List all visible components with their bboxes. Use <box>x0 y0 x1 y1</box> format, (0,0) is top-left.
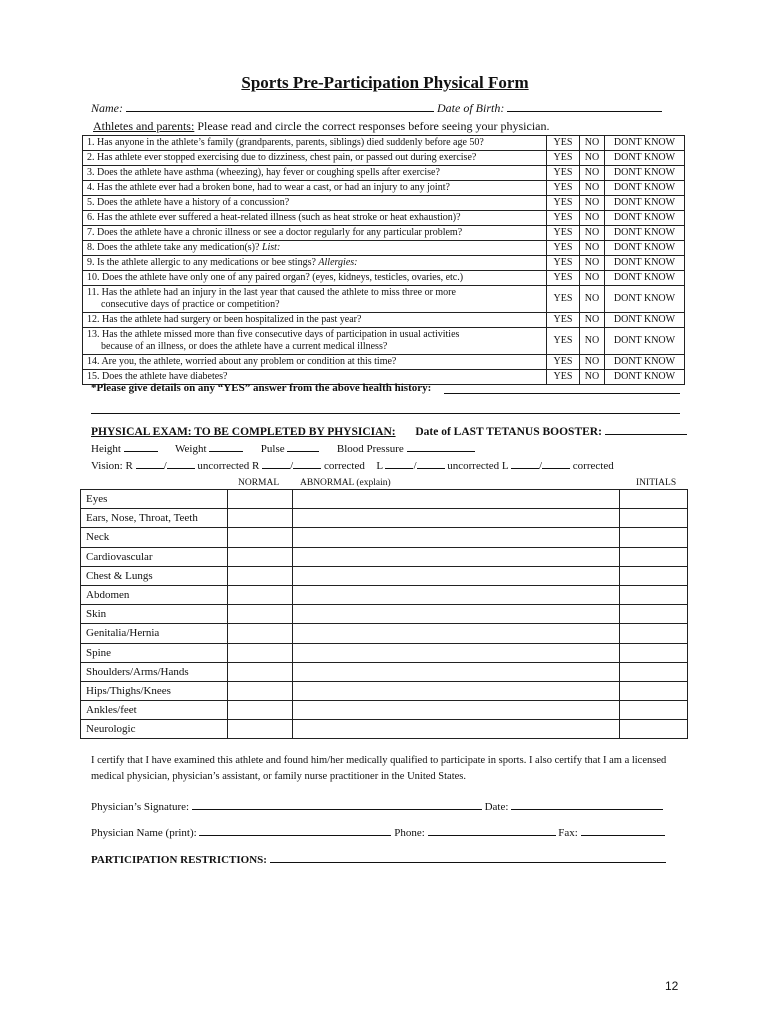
answer-dont-know[interactable]: DONT KNOW <box>605 226 685 241</box>
exam-initials-cell[interactable] <box>620 490 688 509</box>
exam-initials-cell[interactable] <box>620 624 688 643</box>
answer-yes[interactable]: YES <box>547 196 580 211</box>
physician-name-field[interactable] <box>199 825 391 836</box>
exam-abnormal-cell[interactable] <box>293 585 620 604</box>
question-label: 11. Has the athlete had an injury in the last year that caused the athlete to miss three or more <box>87 287 456 298</box>
answer-no[interactable]: NO <box>580 328 605 355</box>
answer-yes[interactable]: YES <box>547 136 580 151</box>
question-text <box>83 211 547 226</box>
restrictions-line <box>91 852 666 866</box>
vision-l-unc-1[interactable] <box>385 458 413 469</box>
exam-row <box>81 681 688 700</box>
answer-dont-know[interactable]: DONT KNOW <box>605 328 685 355</box>
col-initials-header: INITIALS <box>636 478 677 488</box>
exam-heading-line <box>91 424 687 438</box>
pulse-field[interactable] <box>287 441 319 452</box>
question-extra-label: Allergies: <box>318 257 358 268</box>
answer-dont-know[interactable]: DONT KNOW <box>605 151 685 166</box>
exam-row <box>81 643 688 662</box>
answer-no[interactable]: NO <box>580 241 605 256</box>
corrected-r-label: corrected <box>323 460 365 472</box>
vision-label: Vision: R <box>91 460 133 472</box>
question-text <box>83 241 547 256</box>
date-field[interactable] <box>511 799 663 810</box>
exam-abnormal-cell[interactable] <box>293 490 620 509</box>
question-row <box>83 256 685 271</box>
exam-abnormal-cell[interactable] <box>293 681 620 700</box>
exam-initials-cell[interactable] <box>620 701 688 720</box>
question-row <box>83 286 685 313</box>
dob-label: Date of Birth: <box>437 101 505 115</box>
exam-normal-cell[interactable] <box>228 662 293 681</box>
phone-field[interactable] <box>428 825 556 836</box>
physician-name-line <box>91 825 665 839</box>
exam-row <box>81 528 688 547</box>
question-text <box>83 166 547 181</box>
details-prompt-label: *Please give details on any “YES” answer from the above health history: <box>91 382 432 394</box>
vision-l-cor-1[interactable] <box>511 458 539 469</box>
question-text <box>83 355 547 370</box>
exam-initials-cell[interactable] <box>620 643 688 662</box>
col-normal-header: NORMAL <box>238 478 280 488</box>
details-prompt <box>91 382 431 394</box>
answer-no[interactable]: NO <box>580 271 605 286</box>
exam-initials-cell[interactable] <box>620 681 688 700</box>
question-label: 2. Has athlete ever stopped exercising due to dizziness, chest pain, or passed out during exercise? <box>87 152 477 163</box>
date-label: Date: <box>484 801 509 813</box>
signature-label: Physician’s Signature: <box>91 801 190 813</box>
exam-area-label: Spine <box>81 643 228 662</box>
name-label: Name: <box>91 101 123 115</box>
answer-yes[interactable]: YES <box>547 313 580 328</box>
vitals-line <box>91 441 475 455</box>
exam-abnormal-cell[interactable] <box>293 528 620 547</box>
question-label: 14. Are you, the athlete, worried about any problem or condition at this time? <box>87 356 397 367</box>
bp-label: Blood Pressure <box>336 443 404 455</box>
exam-normal-cell[interactable] <box>228 624 293 643</box>
question-label: 13. Has the athlete missed more than five consecutive days of participation in usual activities <box>87 329 460 340</box>
answer-dont-know[interactable]: DONT KNOW <box>605 136 685 151</box>
vision-r-unc-1[interactable] <box>136 458 164 469</box>
answer-dont-know[interactable]: DONT KNOW <box>605 370 685 385</box>
corrected-l-label: corrected <box>572 460 614 472</box>
exam-area-label: Genitalia/Hernia <box>81 624 228 643</box>
exam-normal-cell[interactable] <box>228 585 293 604</box>
question-label: 12. Has the athlete had surgery or been hospitalized in the past year? <box>87 314 362 325</box>
exam-area-label: Chest & Lungs <box>81 566 228 585</box>
answer-no[interactable]: NO <box>580 226 605 241</box>
answer-dont-know[interactable]: DONT KNOW <box>605 256 685 271</box>
physical-exam-table <box>80 489 688 739</box>
question-row <box>83 355 685 370</box>
details-line-2[interactable] <box>91 413 680 414</box>
exam-abnormal-cell[interactable] <box>293 509 620 528</box>
exam-abnormal-cell[interactable] <box>293 566 620 585</box>
instructions-text: Please read and circle the correct responses before seeing your physician. <box>197 119 550 133</box>
answer-no[interactable]: NO <box>580 136 605 151</box>
exam-normal-cell[interactable] <box>228 681 293 700</box>
answer-yes[interactable]: YES <box>547 328 580 355</box>
exam-area-label: Shoulders/Arms/Hands <box>81 662 228 681</box>
question-text <box>83 226 547 241</box>
uncorrected-r-label: uncorrected R <box>197 460 260 472</box>
phone-label: Phone: <box>394 827 425 839</box>
answer-dont-know[interactable]: DONT KNOW <box>605 271 685 286</box>
question-label: 4. Has the athlete ever had a broken bone, had to wear a cast, or had an injury to any joint? <box>87 182 450 193</box>
question-row <box>83 136 685 151</box>
question-text <box>83 313 547 328</box>
question-label: 1. Has anyone in the athlete’s family (grandparents, parents, siblings) died suddenly before age 50? <box>87 137 484 148</box>
vision-line: Vision: R / uncorrected R / corrected L / uncorrected L / corrected <box>91 460 614 472</box>
name-field[interactable] <box>126 101 434 112</box>
pulse-label: Pulse <box>260 443 285 455</box>
question-text <box>83 136 547 151</box>
exam-area-label: Neck <box>81 528 228 547</box>
question-label: 6. Has the athlete ever suffered a heat-related illness (such as heat stroke or heat exhaustion)? <box>87 212 461 223</box>
instructions-audience: Athletes and parents: <box>93 119 195 133</box>
exam-area-label: Neurologic <box>81 720 228 739</box>
exam-row <box>81 624 688 643</box>
answer-yes[interactable]: YES <box>547 166 580 181</box>
exam-normal-cell[interactable] <box>228 643 293 662</box>
exam-abnormal-cell[interactable] <box>293 547 620 566</box>
answer-yes[interactable]: YES <box>547 181 580 196</box>
question-row <box>83 328 685 355</box>
answer-dont-know[interactable]: DONT KNOW <box>605 196 685 211</box>
answer-yes[interactable]: YES <box>547 241 580 256</box>
question-label: 15. Does the athlete have diabetes? <box>87 371 228 382</box>
weight-field[interactable] <box>209 441 243 452</box>
exam-initials-cell[interactable] <box>620 566 688 585</box>
exam-area-label: Abdomen <box>81 585 228 604</box>
exam-abnormal-cell[interactable] <box>293 624 620 643</box>
question-text <box>83 151 547 166</box>
question-row <box>83 241 685 256</box>
exam-area-label: Cardiovascular <box>81 547 228 566</box>
answer-no[interactable]: NO <box>580 196 605 211</box>
question-continuation: because of an illness, or does the athlete have a current medical illness? <box>101 341 388 352</box>
exam-normal-cell[interactable] <box>228 720 293 739</box>
exam-abnormal-cell[interactable] <box>293 605 620 624</box>
exam-abnormal-cell[interactable] <box>293 720 620 739</box>
answer-dont-know[interactable]: DONT KNOW <box>605 241 685 256</box>
question-label: 8. Does the athlete take any medication(s)? <box>87 242 260 253</box>
answer-yes[interactable]: YES <box>547 256 580 271</box>
question-row <box>83 181 685 196</box>
dob-field[interactable] <box>507 101 662 112</box>
answer-yes[interactable]: YES <box>547 370 580 385</box>
vision-r-cor-2[interactable] <box>293 458 321 469</box>
page-number: 12 <box>665 979 679 993</box>
exam-area-label: Ankles/feet <box>81 701 228 720</box>
instructions <box>93 119 550 134</box>
question-row <box>83 271 685 286</box>
exam-row <box>81 566 688 585</box>
health-history-table <box>82 135 685 385</box>
exam-initials-cell[interactable] <box>620 547 688 566</box>
restrictions-field[interactable] <box>270 852 666 863</box>
fax-field[interactable] <box>581 825 665 836</box>
exam-initials-cell[interactable] <box>620 585 688 604</box>
exam-abnormal-cell[interactable] <box>293 643 620 662</box>
exam-row <box>81 605 688 624</box>
answer-dont-know[interactable]: DONT KNOW <box>605 355 685 370</box>
uncorrected-l-label: uncorrected L <box>447 460 509 472</box>
answer-no[interactable]: NO <box>580 370 605 385</box>
answer-no[interactable]: NO <box>580 166 605 181</box>
exam-initials-cell[interactable] <box>620 605 688 624</box>
answer-dont-know[interactable]: DONT KNOW <box>605 211 685 226</box>
answer-no[interactable]: NO <box>580 355 605 370</box>
exam-normal-cell[interactable] <box>228 528 293 547</box>
exam-initials-cell[interactable] <box>620 509 688 528</box>
exam-normal-cell[interactable] <box>228 701 293 720</box>
question-row <box>83 166 685 181</box>
vision-l-unc-2[interactable] <box>417 458 445 469</box>
answer-no[interactable]: NO <box>580 313 605 328</box>
question-label: 9. Is the athlete allergic to any medications or bee stings? <box>87 257 316 268</box>
physician-name-label: Physician Name (print): <box>91 827 197 839</box>
vision-l-cor-2[interactable] <box>542 458 570 469</box>
exam-abnormal-cell[interactable] <box>293 662 620 681</box>
exam-row <box>81 509 688 528</box>
details-line-1[interactable] <box>444 393 680 394</box>
answer-no[interactable]: NO <box>580 286 605 313</box>
question-text <box>83 286 547 313</box>
answer-no[interactable]: NO <box>580 151 605 166</box>
vision-r-unc-2[interactable] <box>167 458 195 469</box>
weight-label: Weight <box>175 443 207 455</box>
exam-area-label: Hips/Thighs/Knees <box>81 681 228 700</box>
exam-normal-cell[interactable] <box>228 566 293 585</box>
question-text <box>83 271 547 286</box>
answer-yes[interactable]: YES <box>547 286 580 313</box>
tetanus-field[interactable] <box>605 424 687 435</box>
question-row <box>83 226 685 241</box>
exam-initials-cell[interactable] <box>620 662 688 681</box>
certification-text: I certify that I have examined this athlete and found him/her medically qualified to participate in sports. I also certify that I am a licensed medical physician, physician’s assistant, or family nurse practitioner in the United States. <box>91 755 667 782</box>
answer-yes[interactable]: YES <box>547 151 580 166</box>
exam-initials-cell[interactable] <box>620 528 688 547</box>
exam-row <box>81 490 688 509</box>
vision-r-cor-1[interactable] <box>262 458 290 469</box>
answer-yes[interactable]: YES <box>547 226 580 241</box>
exam-row <box>81 662 688 681</box>
answer-no[interactable]: NO <box>580 181 605 196</box>
question-row <box>83 196 685 211</box>
question-continuation: consecutive days of practice or competition? <box>101 299 280 310</box>
signature-line <box>91 799 663 813</box>
question-label: 10. Does the athlete have only one of any paired organ? (eyes, kidneys, testicles, ovaries, etc.) <box>87 272 464 283</box>
question-text <box>83 196 547 211</box>
answer-dont-know[interactable]: DONT KNOW <box>605 181 685 196</box>
restrictions-label: PARTICIPATION RESTRICTIONS: <box>91 854 267 866</box>
answer-no[interactable]: NO <box>580 211 605 226</box>
question-row <box>83 313 685 328</box>
exam-normal-cell[interactable] <box>228 547 293 566</box>
answer-dont-know[interactable]: DONT KNOW <box>605 166 685 181</box>
answer-dont-know[interactable]: DONT KNOW <box>605 313 685 328</box>
question-label: 5. Does the athlete have a history of a concussion? <box>87 197 290 208</box>
question-text <box>83 181 547 196</box>
bp-field[interactable] <box>407 441 475 452</box>
question-label: 7. Does the athlete have a chronic illness or see a doctor regularly for any particular problem? <box>87 227 463 238</box>
form-title: Sports Pre-Participation Physical Form <box>241 73 529 92</box>
tetanus-label: Date of LAST TETANUS BOOSTER: <box>415 426 602 438</box>
exam-normal-cell[interactable] <box>228 490 293 509</box>
col-abnormal-header: ABNORMAL (explain) <box>300 478 391 488</box>
answer-yes[interactable]: YES <box>547 271 580 286</box>
question-text <box>83 328 547 355</box>
exam-row <box>81 585 688 604</box>
exam-area-label: Eyes <box>81 490 228 509</box>
signature-field[interactable] <box>192 799 482 810</box>
exam-row <box>81 701 688 720</box>
question-text <box>83 256 547 271</box>
question-row <box>83 151 685 166</box>
exam-initials-cell[interactable] <box>620 720 688 739</box>
height-label: Height <box>91 443 121 455</box>
exam-heading: PHYSICAL EXAM: TO BE COMPLETED BY PHYSICIAN: <box>91 426 396 438</box>
exam-abnormal-cell[interactable] <box>293 701 620 720</box>
exam-area-label: Ears, Nose, Throat, Teeth <box>81 509 228 528</box>
fax-label: Fax: <box>558 827 578 839</box>
exam-normal-cell[interactable] <box>228 509 293 528</box>
question-label: 3. Does the athlete have asthma (wheezing), hay fever or coughing spells after exercise? <box>87 167 440 178</box>
exam-normal-cell[interactable] <box>228 605 293 624</box>
exam-row <box>81 720 688 739</box>
question-row <box>83 211 685 226</box>
answer-yes[interactable]: YES <box>547 211 580 226</box>
exam-row <box>81 547 688 566</box>
exam-area-label: Skin <box>81 605 228 624</box>
answer-dont-know[interactable]: DONT KNOW <box>605 286 685 313</box>
question-extra-label: List: <box>261 242 281 253</box>
answer-no[interactable]: NO <box>580 256 605 271</box>
answer-yes[interactable]: YES <box>547 355 580 370</box>
height-field[interactable] <box>124 441 158 452</box>
name-dob-line <box>91 101 662 116</box>
l-label: L <box>376 460 383 472</box>
